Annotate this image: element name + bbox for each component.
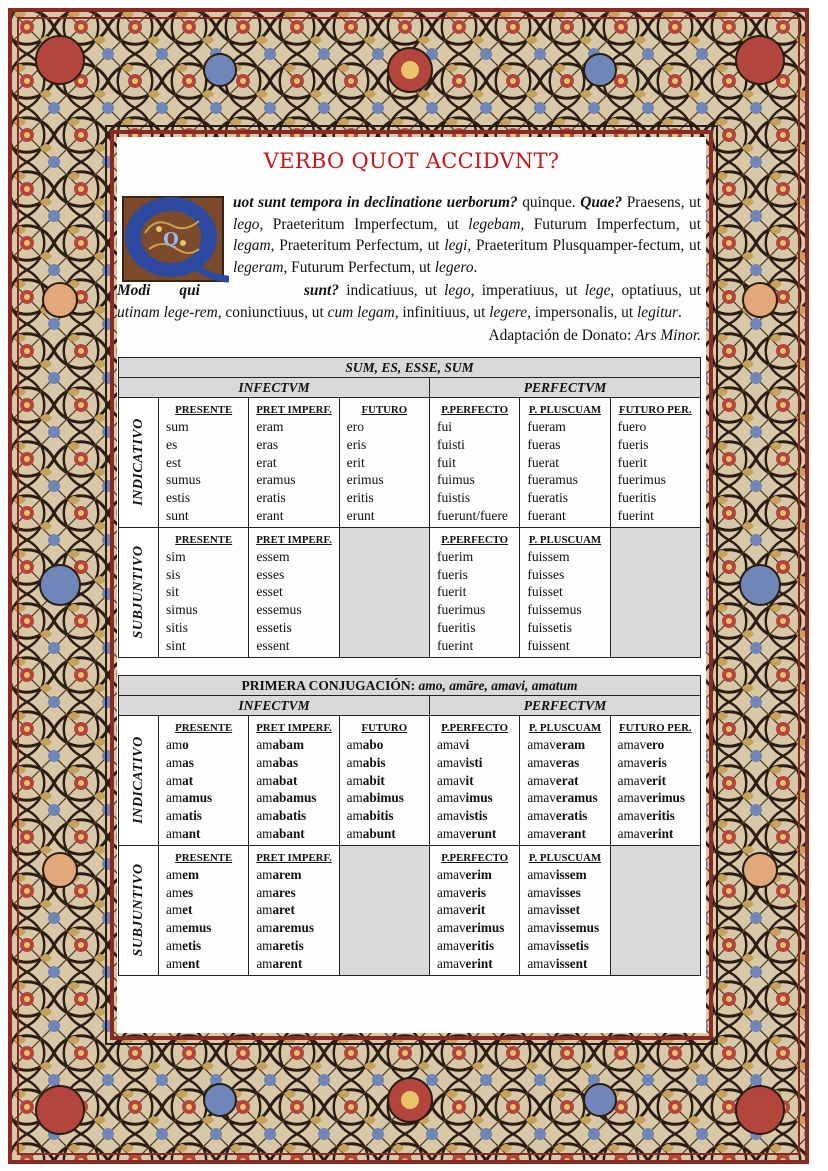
verb-form: amem xyxy=(166,866,199,882)
verb-form: eramus xyxy=(256,472,296,488)
verb-form: amabis xyxy=(346,754,386,770)
verb-form: sit xyxy=(166,584,179,600)
verb-form: fueritis xyxy=(617,490,657,506)
verb-form: fueris xyxy=(617,436,649,452)
verb-form: amavissetis xyxy=(527,937,589,953)
tense-header: P. PLUSCUAM xyxy=(528,533,602,546)
verb-form: eras xyxy=(256,436,279,452)
verb-form: fuissem xyxy=(527,548,570,564)
subjuntivo-row xyxy=(119,845,701,975)
verb-form: essemus xyxy=(256,602,302,618)
verb-form: erimus xyxy=(346,472,384,488)
verb-form: amavero xyxy=(617,737,665,752)
verb-form: amaveris xyxy=(436,884,487,900)
tense-column xyxy=(159,716,249,846)
verb-form: amaverint xyxy=(436,955,493,971)
page-title: VERBO QUOT ACCIDVNT? xyxy=(263,149,560,173)
tense-column xyxy=(249,527,339,657)
verb-form: amabamus xyxy=(256,790,317,806)
verb-form: ames xyxy=(166,884,194,900)
empty-cell xyxy=(339,845,429,975)
empty-cell xyxy=(610,845,700,975)
verb-form: amaveratis xyxy=(527,808,588,824)
perfectum-header: PERFECTVM xyxy=(429,696,700,716)
verb-form: amabat xyxy=(256,772,298,788)
verb-form: amavissemus xyxy=(527,920,600,936)
tense-header: P.PERFECTO xyxy=(441,533,509,546)
tense-header: PRESENTE xyxy=(175,722,233,734)
conjugation-table-amo xyxy=(118,675,701,976)
verb-form: fuerit xyxy=(617,454,648,470)
tense-column xyxy=(610,716,700,846)
verb-form: amatis xyxy=(166,808,202,824)
verb-form: esset xyxy=(256,584,283,600)
tense-header: PRESENTE xyxy=(175,533,233,546)
verb-form: amaverim xyxy=(436,866,492,882)
verb-form: amat xyxy=(166,772,194,788)
illuminated-initial-q-icon xyxy=(121,193,229,285)
verb-form: essem xyxy=(256,548,290,564)
verb-form: fuerimus xyxy=(617,472,666,488)
tense-column xyxy=(249,845,339,975)
verb-form: erant xyxy=(256,507,284,523)
tense-column xyxy=(159,398,249,528)
verb-form: erit xyxy=(346,454,365,470)
verb-form: eritis xyxy=(346,490,374,506)
empty-cell xyxy=(610,527,700,657)
verb-form: amabas xyxy=(256,754,299,770)
tense-column xyxy=(339,716,429,846)
tense-column xyxy=(429,527,519,657)
tense-column xyxy=(520,845,610,975)
verb-form: fui xyxy=(436,419,453,434)
tense-column xyxy=(520,527,610,657)
tense-header: P. PLUSCUAM xyxy=(528,851,602,864)
verb-form: amaveris xyxy=(617,754,667,770)
verb-form: amarent xyxy=(256,955,303,971)
verb-form: sum xyxy=(166,419,189,434)
verb-form: ero xyxy=(346,419,365,434)
tense-column xyxy=(159,845,249,975)
verb-form: amavisti xyxy=(436,754,483,770)
tense-column xyxy=(610,398,700,528)
verb-form: amaveritis xyxy=(436,937,495,953)
table-title: PRIMERA CONJUGACIÓN: amo, amāre, amavi, amatum xyxy=(119,676,701,696)
tense-column xyxy=(429,716,519,846)
verb-form: amavissem xyxy=(527,866,587,882)
verb-form: fuerit xyxy=(436,584,467,600)
verb-form: amaveritis xyxy=(617,808,675,824)
tense-header: P.PERFECTO xyxy=(441,404,509,416)
tense-column xyxy=(159,527,249,657)
tense-header: P. PLUSCUAM xyxy=(528,722,602,734)
verb-form: esses xyxy=(256,566,285,582)
verb-form: amabitis xyxy=(346,808,394,824)
verb-form: fuerant xyxy=(527,507,566,523)
intro-moods-paragraph: Modi qui sunt? indicatiuus, ut lego, imperatiuus, ut lege, optatiuus, ut utinam lege-rem, coniunctiuus, ut cum legam, infinitiuus, ut legere, impersonalis, ut legitur. xyxy=(117,282,702,321)
tense-column xyxy=(520,716,610,846)
verb-form: amet xyxy=(166,902,193,918)
verb-form: amaret xyxy=(256,902,295,918)
source-credit: Adaptación de Donato: Ars Minor. xyxy=(488,327,701,344)
verb-form: amavi xyxy=(436,737,470,752)
verb-form: amavistis xyxy=(436,808,488,824)
verb-form: amaverint xyxy=(617,825,674,841)
tense-column xyxy=(249,716,339,846)
verb-form: amavissent xyxy=(527,955,588,971)
verb-form: fuisti xyxy=(436,436,465,452)
tense-header: P. PLUSCUAM xyxy=(528,404,602,416)
verb-form: fuerint xyxy=(436,637,474,653)
verb-form: simus xyxy=(166,602,198,618)
initial-letter: Q xyxy=(163,229,179,250)
content-panel xyxy=(117,137,706,1033)
verb-form: amaremus xyxy=(256,920,314,936)
verb-form: sumus xyxy=(166,472,201,488)
verb-form: amaverimus xyxy=(617,790,686,806)
verb-form: est xyxy=(166,454,182,470)
tense-header: FUTURO PER. xyxy=(619,722,692,734)
tense-header: P.PERFECTO xyxy=(441,722,509,734)
verb-form: fuissemus xyxy=(527,602,582,618)
verb-form: fuerat xyxy=(527,454,560,470)
infectum-header: INFECTVM xyxy=(119,378,430,398)
verb-form: fueratis xyxy=(527,490,569,506)
verb-form: sunt xyxy=(166,507,189,523)
infectum-header: INFECTVM xyxy=(119,696,430,716)
verb-form: amabo xyxy=(346,737,384,752)
perfectum-header: PERFECTVM xyxy=(429,378,700,398)
verb-form: amabunt xyxy=(346,825,396,841)
verb-form: amaverat xyxy=(527,772,579,788)
verb-form: eratis xyxy=(256,490,286,506)
verb-form: amaveramus xyxy=(527,790,598,806)
verb-form: amaverant xyxy=(527,825,586,841)
mood-label: INDICATIVO xyxy=(119,716,159,846)
verb-form: sim xyxy=(166,548,186,564)
verb-form: amavisses xyxy=(527,884,581,900)
verb-form: amaverunt xyxy=(436,825,497,841)
verb-form: amavit xyxy=(436,772,474,788)
verb-form: amavimus xyxy=(436,790,493,806)
verb-form: amabatis xyxy=(256,808,307,824)
tense-header: PRET IMPERF. xyxy=(256,533,332,546)
verb-form: amant xyxy=(166,825,201,841)
verb-form: fuero xyxy=(617,419,647,434)
verb-form: fuisset xyxy=(527,584,563,600)
verb-form: amo xyxy=(166,737,189,752)
indicativo-row xyxy=(119,716,701,846)
tense-header: PRET IMPERF. xyxy=(256,404,332,416)
verb-form: fuimus xyxy=(436,472,475,488)
verb-form: amemus xyxy=(166,920,212,936)
mood-label: SUBJUNTIVO xyxy=(119,845,159,975)
verb-form: amamus xyxy=(166,790,213,806)
tense-header: FUTURO PER. xyxy=(619,404,692,416)
verb-form: amaverit xyxy=(436,902,486,918)
conjugation-table-sum xyxy=(118,357,701,658)
verb-form: fueritis xyxy=(436,619,476,635)
verb-form: fuerunt/fuere xyxy=(436,507,508,523)
verb-form: es xyxy=(166,436,178,452)
tense-header: P.PERFECTO xyxy=(441,851,509,864)
verb-form: fuissent xyxy=(527,637,570,653)
tense-column xyxy=(249,398,339,528)
verb-form: ament xyxy=(166,955,200,971)
verb-form: amaverit xyxy=(617,772,666,788)
tense-header: FUTURO xyxy=(361,404,408,416)
tense-column xyxy=(429,398,519,528)
verb-form: fuerim xyxy=(436,548,474,564)
verb-form: fuisses xyxy=(527,566,565,582)
verb-form: fuit xyxy=(436,454,456,470)
empty-cell xyxy=(339,527,429,657)
verb-form: sint xyxy=(166,637,186,653)
verb-form: sis xyxy=(166,566,181,582)
verb-form: fuissetis xyxy=(527,619,572,635)
verb-form: amavisset xyxy=(527,902,581,918)
verb-form: essent xyxy=(256,637,290,653)
verb-form: amaveram xyxy=(527,737,586,752)
mood-label: SUBJUNTIVO xyxy=(119,527,159,657)
verb-form: fueris xyxy=(436,566,468,582)
table-title: SUM, ES, ESSE, SUM xyxy=(119,358,701,378)
verb-form: amaverimus xyxy=(436,920,505,936)
verb-form: sitis xyxy=(166,619,188,635)
mood-label: INDICATIVO xyxy=(119,398,159,528)
verb-form: ametis xyxy=(166,937,202,953)
verb-form: eris xyxy=(346,436,367,452)
verb-form: erunt xyxy=(346,507,375,523)
verb-form: fuerimus xyxy=(436,602,486,618)
verb-form: fueras xyxy=(527,436,561,452)
tense-header: PRET IMPERF. xyxy=(256,722,332,734)
tense-header: FUTURO xyxy=(361,722,408,734)
tense-column xyxy=(339,398,429,528)
intro-tenses-paragraph: uot sunt tempora in declinatione uerborum? quinque. Quae? Praesens, ut lego, Praeteritum Imperfectum, ut legebam, Futurum Imperfectum, ut legam, Praeteritum Perfectum, ut legi, Praeteritum Plusquamper-fectum, ut legeram, Futurum Perfectum, ut legero. xyxy=(233,194,702,277)
verb-form: amabit xyxy=(346,772,385,788)
verb-form: eram xyxy=(256,419,284,434)
tense-column xyxy=(429,845,519,975)
verb-form: erat xyxy=(256,454,277,470)
verb-form: essetis xyxy=(256,619,292,635)
verb-form: amarem xyxy=(256,866,302,882)
tense-header: PRESENTE xyxy=(175,404,233,416)
indicativo-row xyxy=(119,398,701,528)
verb-form: fueramus xyxy=(527,472,578,488)
subjuntivo-row xyxy=(119,527,701,657)
tense-column xyxy=(520,398,610,528)
verb-form: fueram xyxy=(527,419,566,434)
tense-header: PRESENTE xyxy=(175,851,233,864)
verb-form: fuerint xyxy=(617,507,654,523)
verb-form: amaretis xyxy=(256,937,304,953)
verb-form: amabant xyxy=(256,825,305,841)
verb-form: amabam xyxy=(256,737,304,752)
verb-form: amabimus xyxy=(346,790,404,806)
verb-form: estis xyxy=(166,490,191,506)
verb-form: amaveras xyxy=(527,754,580,770)
verb-form: fuistis xyxy=(436,490,471,506)
tense-header: PRET IMPERF. xyxy=(256,851,332,864)
verb-form: amas xyxy=(166,754,194,770)
verb-form: amares xyxy=(256,884,296,900)
